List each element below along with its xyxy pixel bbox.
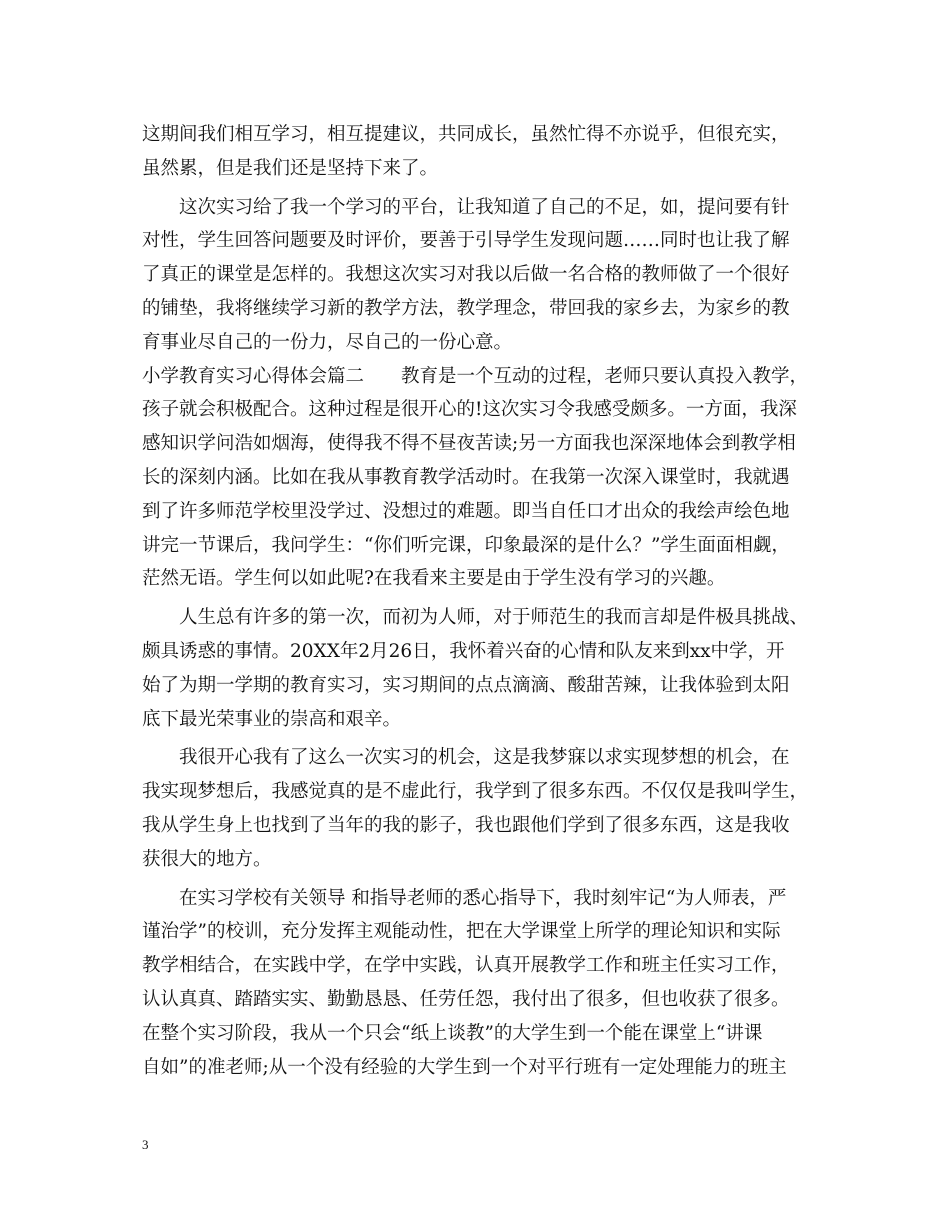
text-line: 茫然无语。学生何以如此呢?在我看来主要是由于学生没有学习的兴趣。	[142, 568, 726, 590]
text-line: 我从学生身上也找到了当年的我的影子，我也跟他们学到了很多东西，这是我收	[142, 814, 790, 836]
text-line: 谨治学”的校训，充分发挥主观能动性，把在大学课堂上所学的理论知识和实际	[142, 921, 781, 943]
text-line: 教学相结合，在实践中学，在学中实践，认真开展教学工作和班主任实习工作，	[142, 955, 790, 977]
text-line: 小学教育实习心得体会篇二 教育是一个互动的过程，老师只要认真投入教学，	[142, 365, 809, 387]
text-line: 虽然累，但是我们还是坚持下来了。	[142, 157, 439, 179]
text-line: 获很大的地方。	[142, 848, 272, 870]
text-line: 的铺垫，我将继续学习新的教学方法，教学理念，带回我的家乡去，为家乡的教	[142, 297, 790, 319]
text-line: 底下最光荣事业的崇高和艰辛。	[142, 708, 402, 730]
text-line: 育事业尽自己的一份力，尽自己的一份心意。	[142, 331, 513, 353]
text-line: 对性，学生回答问题要及时评价，要善于引导学生发现问题……同时也让我了解	[142, 230, 790, 252]
text-line: 这次实习给了我一个学习的平台，让我知道了自己的不足，如，提问要有针	[179, 196, 790, 218]
text-line: 讲完一节课后，我问学生：“你们听完课，印象最深的是什么？”学生面面相觑，	[142, 534, 790, 556]
text-line: 了真正的课堂是怎样的。我想这次实习对我以后做一名合格的教师做了一个很好	[142, 264, 790, 286]
text-line: 我很开心我有了这么一次实习的机会，这是我梦寐以求实现梦想的机会，在	[179, 747, 790, 769]
text-line: 这期间我们相互学习，相互提建议，共同成长，虽然忙得不亦说乎，但很充实，	[142, 124, 790, 145]
text-line: 感知识学问浩如烟海，使得我不得不昼夜苦读;另一方面我也深深地体会到教学相	[142, 433, 796, 455]
page-number: 3	[142, 1137, 149, 1152]
text-line: 在实习学校有关领导 和指导老师的悉心指导下，我时刻牢记“为人师表，严	[179, 887, 787, 909]
text-line: 始了为期一学期的教育实习，实习期间的点点滴滴、酸甜苦辣，让我体验到太阳	[142, 674, 790, 696]
text-line: 在整个实习阶段，我从一个只会“纸上谈教”的大学生到一个能在课堂上“讲课	[142, 1022, 763, 1044]
text-line: 颇具诱惑的事情。20XX年2月26日，我怀着兴奋的心情和队友来到xx中学，开	[142, 640, 785, 662]
text-line: 我实现梦想后，我感觉真的是不虚此行，我学到了很多东西。不仅仅是我叫学生，	[142, 781, 809, 803]
body-text	[142, 118, 822, 1084]
text-line: 到了许多师范学校里没学过、没想过的难题。即当自任口才出众的我绘声绘色地	[142, 500, 790, 522]
text-line: 认认真真、踏踏实实、勤勤恳恳、任劳任怨，我付出了很多，但也收获了很多。	[142, 988, 790, 1010]
text-line: 自如”的准老师;从一个没有经验的大学生到一个对平行班有一定处理能力的班主	[142, 1056, 787, 1078]
text-line: 孩子就会积极配合。这种过程是很开心的!这次实习令我感受颇多。一方面，我深	[142, 399, 797, 421]
text-line: 人生总有许多的第一次，而初为人师，对于师范生的我而言却是件极具挑战、	[179, 607, 809, 629]
text-line: 长的深刻内涵。比如在我从事教育教学活动时。在我第一次深入课堂时，我就遇	[142, 466, 790, 488]
